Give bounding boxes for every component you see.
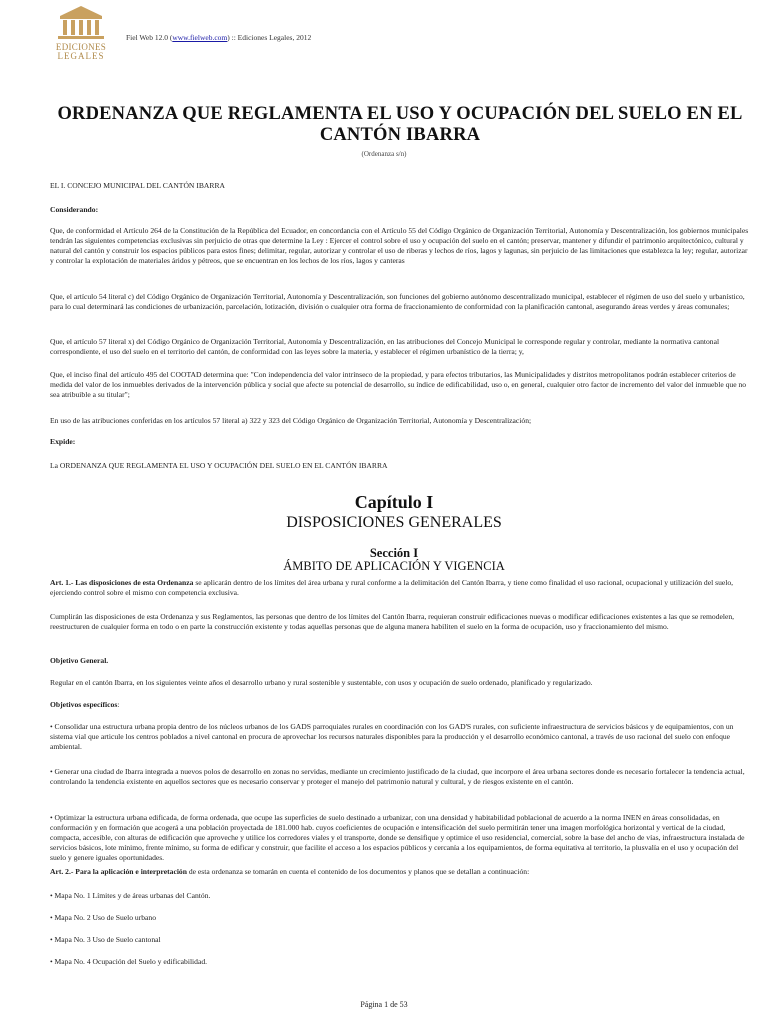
objetivos-especificos-heading xyxy=(50,700,750,710)
considerando-heading: Considerando: xyxy=(50,205,99,214)
paragraph-5: En uso de las atribuciones conferidas en los artículos 57 literal a) 322 y 323 del Código Orgánico de Organización Territorial, Autonomía y Descentralización; xyxy=(50,416,532,425)
ediciones-legales-logo xyxy=(50,4,112,62)
objetivo-general-heading: Objetivo General. xyxy=(50,656,109,665)
paragraph-2: Que, el artículo 54 literal c) del Código Orgánico de Organización Territorial, Autonomía y Descentralización, son funciones del gobierno autónomo descentralizado municipal, establecer el régimen de uso del suelo y urbanístico, para lo cual determinará las condiciones de urbanización, parcelación, lotización, división o cualquier otra forma de fraccionamiento de conformidad con la planificación cantonal, asegurando áreas verdes y áreas comunales; xyxy=(50,292,745,311)
temple-icon xyxy=(50,4,112,42)
section-number: Sección I xyxy=(369,546,419,560)
page-number: Página 1 de 53 xyxy=(360,1000,408,1009)
ordinance-title-line: La ORDENANZA QUE REGLAMENTA EL USO Y OCUPACIÓN DEL SUELO EN EL CANTÓN IBARRA xyxy=(50,461,388,470)
chapter-number: Capítulo I xyxy=(354,492,434,512)
article-1 xyxy=(50,578,750,598)
header-source-line xyxy=(126,33,311,42)
header-prefix: Fiel Web 12.0 ( xyxy=(126,33,173,42)
article-2-label: Art. 2.- Para la xyxy=(50,867,99,876)
map-item-3: • Mapa No. 3 Uso de Suelo cantonal xyxy=(50,935,161,944)
paragraph-1: Que, de conformidad el Artículo 264 de la Constitución de la República del Ecuador, en concordancia con el Artículo 55 del Código Orgánico de Organización Territorial, Autonomía y Descentralización, los gobiernos municipales tendrán las siguientes competencias exclusivas sin perjuicio de otras que determine la Ley : Ejercer el control sobre el uso y ocupación del suelo en el cantón; preservar, mantener y difundir el patrimonio arquitectónico, cultural y natural del cantón y construir los espacios públicos para estos fines; delimitar, regular, autorizar y controlar el uso de riberas y lechos de ríos, lagos y lagunas, sin perjuicio de las limitaciones que establezca la ley; regular, autorizar y controlar la explotación de materiales áridos y pétreos, que se encuentran en los lechos de los ríos, lagos y canteras xyxy=(50,226,749,265)
issuer-line: EL I. CONCEJO MUNICIPAL DEL CANTÓN IBARRA xyxy=(50,181,226,190)
objetivos-especificos-colon: : xyxy=(117,700,120,709)
map-item-1: • Mapa No. 1 Límites y de áreas urbanas del Cantón. xyxy=(50,891,211,900)
header-suffix: ) :: Ediciones Legales, 2012 xyxy=(227,33,312,42)
paragraph-7: Regular en el cantón Ibarra, en los siguientes veinte años el desarrollo urbano y rural sostenible y sustentable, con usos y ocupación de suelo ordenado, planificado y regularizado. xyxy=(50,678,593,687)
paragraph-3: Que, el artículo 57 literal x) del Código Orgánico de Organización Territorial, Autonomía y Descentralización, en las atribuciones del Concejo Municipal le corresponde regular y controlar, mediante la normativa cantonal correspondiente, el uso del suelo en el territorio del cantón, de conformidad con las leyes sobre la materia, y establecer el régimen urbanístico de la tierra; y, xyxy=(50,337,720,356)
fielweb-link[interactable]: www.fielweb.com xyxy=(172,33,228,42)
bullet-1: • Consolidar una estructura urbana propia dentro de los núcleos urbanos de los GADS parroquiales rurales en coordinación con los GAD'S rurales, con suficiente infraestructura de servicios básicos y de equipamientos, con un sistema vial que articule los centros poblados a nivel cantonal en procura de aprovechar los recursos naturales disponibles para la producción y el desarrollo económico cantonal, a través de uso racional del suelo con enfoque ambiental. xyxy=(50,722,734,751)
article-1-text: se aplicarán dentro de los límites del área urbana y rural conforme a la delimitación del Cantón Ibarra, y tiene como finalidad el uso racional, ocupacional y utilización del suelo, ejerciendo control sobre el mismo con competencia exclusiva. xyxy=(50,578,734,597)
article-1-label: Art. 1.- Las disposiciones de esta Ordenanza xyxy=(50,578,194,587)
map-item-2: • Mapa No. 2 Uso de Suelo urbano xyxy=(50,913,157,922)
section-title: ÁMBITO DE APLICACIÓN Y VIGENCIA xyxy=(283,559,505,573)
article-2 xyxy=(50,867,750,877)
document-subtitle: (Ordenanza s/n) xyxy=(361,150,407,158)
logo-text-ediciones: EDICIONES xyxy=(55,42,107,52)
logo-text-legales: LEGALES xyxy=(57,51,105,61)
chapter-title: DISPOSICIONES GENERALES xyxy=(286,514,502,531)
map-item-4: • Mapa No. 4 Ocupación del Suelo y edificabilidad. xyxy=(50,957,208,966)
expide-heading: Expide: xyxy=(50,437,76,446)
article-2-text: de esta ordenanza se tomarán en cuenta el contenido de los documentos y planos que se detallan a continuación: xyxy=(186,867,530,876)
bullet-2: • Generar una ciudad de Ibarra integrada a nuevos polos de desarrollo en zonas no servidas, mediante un crecimiento justificado de la ciudad, que incorpore el área urbana sectores donde es necesario fortalecer la tendencia actual, controlando la tendencia existente en aquellos sectores que es necesario conservar y proteger el manejo del patrimonio natural y cultural, y de riesgos existente en el cantón. xyxy=(50,767,745,786)
paragraph-4: Que, el inciso final del artículo 495 del COOTAD determina que: "Con independencia del valor intrínseco de la propiedad, y para efectos tributarios, las Municipalidades y distritos metropolitanos podrán establecer criterios de medida del valor de los inmuebles derivados de la intervención pública y social que afecte su potencial de desarrollo, su índice de edificabilidad, uso o, en general, cualquier otro factor de incremento del valor del inmueble que no sea atribuible a su titular"; xyxy=(50,370,747,399)
article-2-bold: aplicación e interpretación xyxy=(98,867,187,876)
objetivos-especificos-label: Objetivos específicos xyxy=(50,700,118,709)
bullet-3: • Optimizar la estructura urbana edificada, de forma ordenada, que ocupe las superficies de suelo destinado a urbanizar, con una densidad y habitabilidad poblacional de acuerdo a la norma INEN en áreas consolidadas, en conformación y en formación que acogerá a una población proyectada de 181.000 hab. cuyos coeficientes de ocupación e intensificación del suelo permitirán tener una imagen morfológica horizontal y vertical de la ciudad, compacta, accesible, con alturas de edificación que aproveche y utilice los corredores viales y el transporte, donde se densifique y optimice el uso residencial, comercial, sobre la base del ancho de vías, infraestructura instalada de servicios básicos, lote mínimo, frente mínimo, su forma de edificar y construir, que facilite el acceso a los espacios públicos y cercanía a los equipamientos, de forma equitativa al territorio, la plusvalía en el uso y ocupación del suelo y genere iguales oportunidades. xyxy=(50,813,745,862)
paragraph-6: Cumplirán las disposiciones de esta Ordenanza y sus Reglamentos, las personas que dentro de los límites del Cantón Ibarra, requieran construir edificaciones nuevas o modificar edificaciones existentes a las que se remodelen, reestructuren de cualquier forma en todo o en parte la construcción existente y todas aquellas personas que de alguna manera habiliten el suelo en la forma de ocupación, uso y fraccionamiento del mismo. xyxy=(50,612,735,631)
document-title: ORDENANZA QUE REGLAMENTA EL USO Y OCUPACIÓN DEL SUELO EN EL CANTÓN IBARRA xyxy=(57,104,743,145)
